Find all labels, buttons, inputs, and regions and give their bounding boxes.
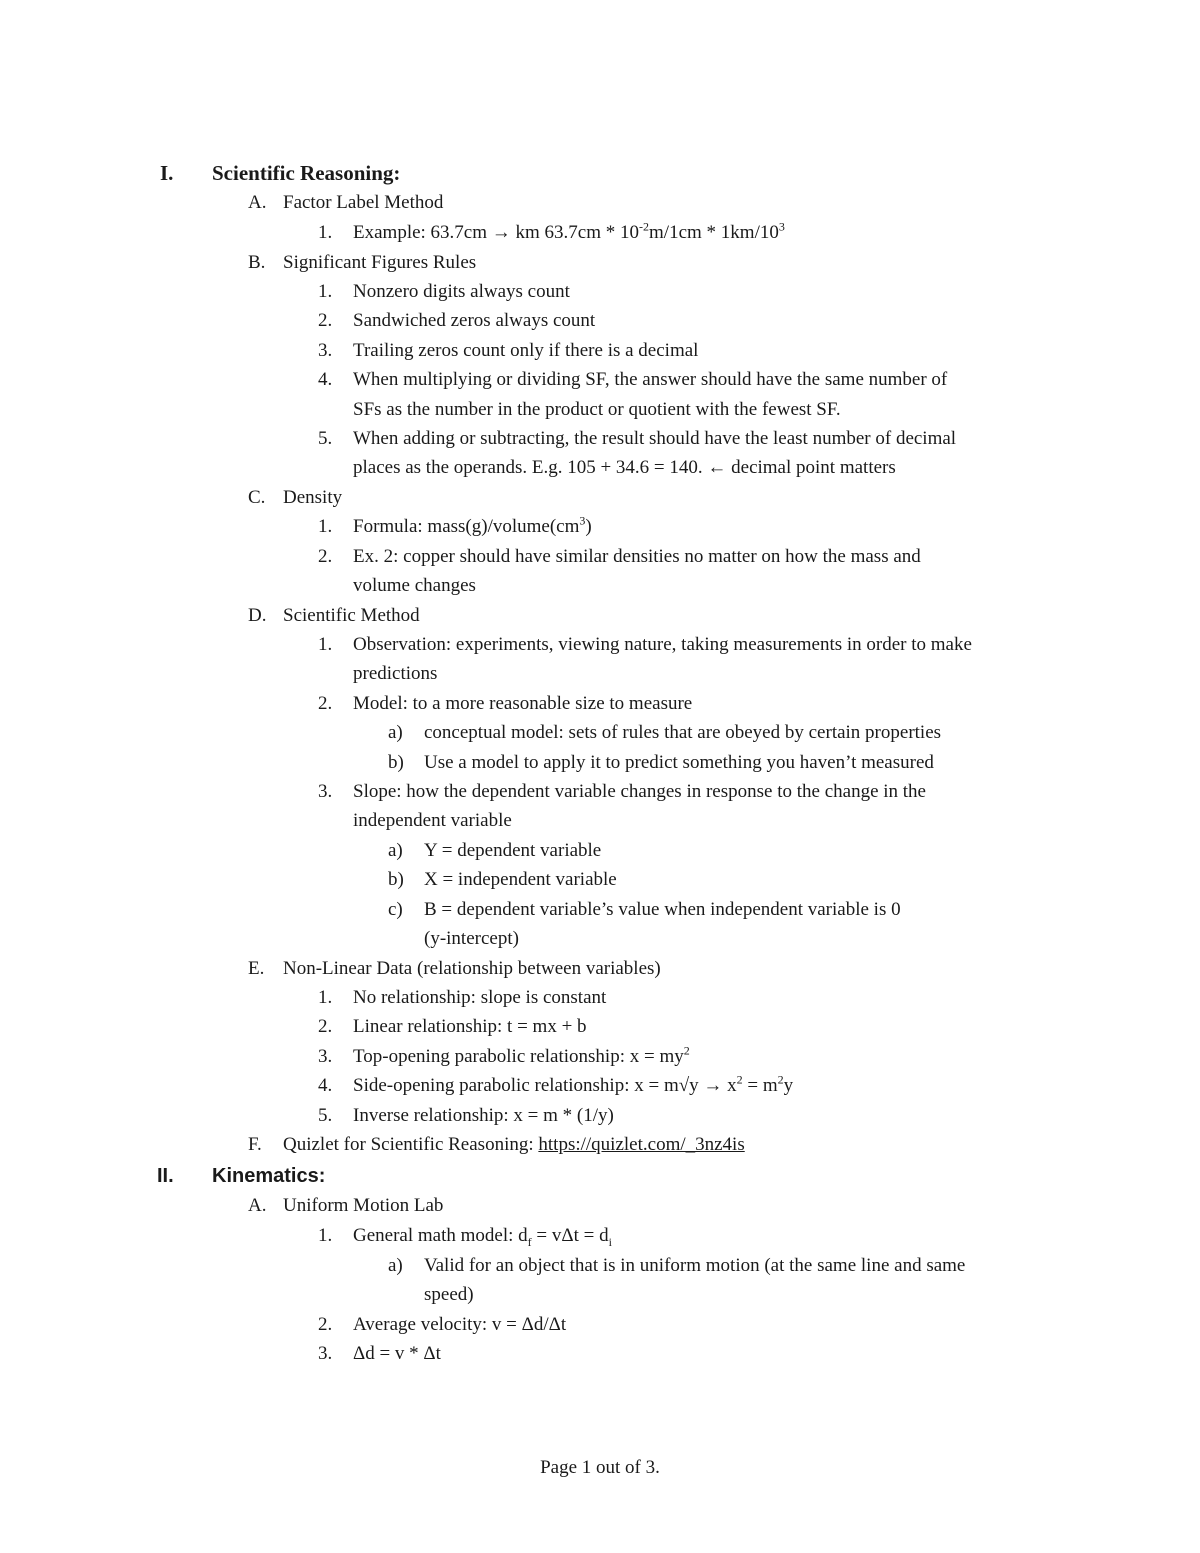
text-run: Quizlet for Scientific Reasoning: bbox=[283, 1134, 539, 1155]
text-run: = m bbox=[742, 1075, 778, 1096]
item-marker: a) bbox=[388, 1255, 403, 1276]
item-text: Trailing zeros count only if there is a decimal bbox=[353, 340, 699, 361]
item-marker: b) bbox=[388, 869, 404, 890]
item-text: Nonzero digits always count bbox=[353, 281, 570, 302]
item-text bbox=[353, 1221, 612, 1251]
text-run: m/1cm * 1km/10 bbox=[649, 222, 779, 243]
item-text: Valid for an object that is in uniform motion (at the same line and same bbox=[424, 1255, 966, 1276]
superscript: 3 bbox=[579, 513, 586, 528]
text-run: Formula: mass(g)/volume(cm bbox=[353, 516, 580, 537]
item-text: places as the operands. E.g. 105 + 34.6 = 140. ← decimal point matters bbox=[353, 457, 896, 478]
superscript: -2 bbox=[639, 219, 650, 234]
item-marker: 2. bbox=[318, 1314, 333, 1335]
text-run: = vΔt = d bbox=[531, 1225, 609, 1246]
item-marker: 2. bbox=[318, 546, 333, 567]
section-heading: Kinematics: bbox=[212, 1165, 326, 1187]
item-text bbox=[283, 1130, 745, 1160]
item-text: (y-intercept) bbox=[424, 928, 519, 949]
item-text: conceptual model: sets of rules that are obeyed by certain properties bbox=[424, 722, 942, 743]
item-marker: b) bbox=[388, 752, 404, 773]
item-marker: a) bbox=[388, 722, 403, 743]
text-run: y bbox=[783, 1075, 794, 1096]
item-marker: 2. bbox=[318, 310, 333, 331]
item-marker: 1. bbox=[318, 222, 333, 243]
section-marker: I. bbox=[160, 161, 174, 185]
item-marker: 3. bbox=[318, 340, 333, 361]
text-run: Top-opening parabolic relationship: x = my bbox=[353, 1046, 684, 1067]
superscript: 2 bbox=[777, 1072, 784, 1087]
item-marker: A. bbox=[248, 1195, 267, 1216]
item-marker: F. bbox=[248, 1134, 262, 1155]
item-marker: 3. bbox=[318, 1343, 333, 1364]
item-marker: D. bbox=[248, 605, 267, 626]
item-text: No relationship: slope is constant bbox=[353, 987, 607, 1008]
item-text: volume changes bbox=[353, 575, 476, 596]
item-text: Non-Linear Data (relationship between variables) bbox=[283, 958, 661, 979]
item-marker: 2. bbox=[318, 1016, 333, 1037]
item-text: Factor Label Method bbox=[283, 192, 444, 213]
item-text: Density bbox=[283, 487, 343, 508]
item-marker: C. bbox=[248, 487, 266, 508]
text-run: Side-opening parabolic relationship: x = m√y → x bbox=[353, 1075, 737, 1096]
item-marker: B. bbox=[248, 252, 266, 273]
item-marker: 1. bbox=[318, 516, 333, 537]
text-run: ) bbox=[585, 516, 592, 537]
subscript: i bbox=[608, 1234, 612, 1249]
item-marker: 1. bbox=[318, 987, 333, 1008]
item-marker: A. bbox=[248, 192, 267, 213]
item-text: Y = dependent variable bbox=[424, 840, 602, 861]
item-text bbox=[353, 512, 592, 542]
superscript: 2 bbox=[683, 1043, 690, 1058]
item-marker: 4. bbox=[318, 369, 333, 390]
section-marker: II. bbox=[157, 1165, 174, 1187]
item-marker: 2. bbox=[318, 693, 333, 714]
section-heading: Scientific Reasoning: bbox=[212, 161, 401, 185]
item-text: Observation: experiments, viewing nature, taking measurements in order to make bbox=[353, 634, 972, 655]
item-text: Ex. 2: copper should have similar densities no matter on how the mass and bbox=[353, 546, 921, 567]
item-marker: 1. bbox=[318, 281, 333, 302]
item-marker: a) bbox=[388, 840, 403, 861]
item-text: SFs as the number in the product or quotient with the fewest SF. bbox=[353, 399, 841, 420]
superscript: 3 bbox=[778, 219, 785, 234]
item-text: Uniform Motion Lab bbox=[283, 1195, 444, 1216]
item-marker: 3. bbox=[318, 1046, 333, 1067]
subscript: f bbox=[527, 1234, 532, 1249]
item-text: independent variable bbox=[353, 810, 512, 831]
item-marker: E. bbox=[248, 958, 265, 979]
text-run: Example: 63.7cm → km 63.7cm * 10 bbox=[353, 222, 640, 243]
item-text: B = dependent variable’s value when independent variable is 0 bbox=[424, 899, 901, 920]
page-footer: Page 1 out of 3. bbox=[540, 1457, 660, 1478]
item-text: predictions bbox=[353, 663, 438, 684]
item-text: Inverse relationship: x = m * (1/y) bbox=[353, 1105, 614, 1126]
text-run: General math model: d bbox=[353, 1225, 528, 1246]
item-text bbox=[353, 218, 785, 248]
item-text: Average velocity: v = Δd/Δt bbox=[353, 1314, 567, 1335]
item-text: Significant Figures Rules bbox=[283, 252, 477, 273]
item-marker: 5. bbox=[318, 1105, 333, 1126]
item-text: When multiplying or dividing SF, the answer should have the same number of bbox=[353, 369, 948, 390]
superscript: 2 bbox=[736, 1072, 743, 1087]
quizlet-link[interactable]: https://quizlet.com/_3nz4is bbox=[538, 1134, 745, 1155]
item-text: Scientific Method bbox=[283, 605, 420, 626]
item-text: Linear relationship: t = mx + b bbox=[353, 1016, 587, 1037]
item-marker: 1. bbox=[318, 1225, 333, 1246]
item-marker: 5. bbox=[318, 428, 333, 449]
item-text: X = independent variable bbox=[424, 869, 617, 890]
item-text bbox=[353, 1042, 690, 1072]
item-text: Sandwiched zeros always count bbox=[353, 310, 596, 331]
item-text: Slope: how the dependent variable changes in response to the change in the bbox=[353, 781, 926, 802]
item-marker: 1. bbox=[318, 634, 333, 655]
item-marker: 3. bbox=[318, 781, 333, 802]
item-text: When adding or subtracting, the result should have the least number of decimal bbox=[353, 428, 957, 449]
item-text: Use a model to apply it to predict something you haven’t measured bbox=[424, 752, 934, 773]
item-text: Δd = v * Δt bbox=[353, 1343, 441, 1364]
item-text: speed) bbox=[424, 1284, 474, 1305]
item-marker: c) bbox=[388, 899, 403, 920]
item-marker: 4. bbox=[318, 1075, 333, 1096]
item-text bbox=[353, 1071, 793, 1101]
item-text: Model: to a more reasonable size to measure bbox=[353, 693, 693, 714]
